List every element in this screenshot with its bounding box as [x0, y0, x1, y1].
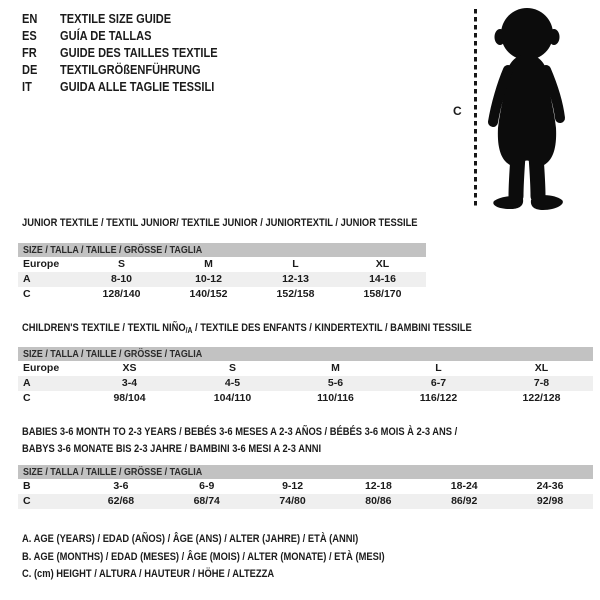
baby-silhouette-graphic: [450, 4, 598, 216]
table-cell: 86/92: [451, 495, 478, 507]
table-row: [18, 287, 426, 302]
legend-line-b: B. AGE (MONTHS) / EDAD (MESES) / ÂGE (MOIS) / ALTER (MONATE) / ETÀ (MESI): [22, 550, 385, 563]
table-body: [18, 479, 593, 509]
table-row: [18, 494, 593, 509]
language-label: GUIDE DES TAILLES TEXTILE: [60, 45, 218, 60]
language-code: DE: [22, 62, 38, 77]
row-label: Europe: [23, 258, 60, 270]
size-table-junior: [18, 243, 426, 302]
table-cell: 80/86: [365, 495, 392, 507]
table-row: [18, 479, 593, 494]
language-row-es: [22, 27, 245, 44]
language-code: FR: [22, 45, 37, 60]
table-cell: M: [331, 362, 340, 374]
table-cell: 98/104: [113, 392, 146, 404]
table-cell: 24-36: [536, 480, 564, 492]
table-cell: XL: [375, 258, 390, 270]
row-label: C: [23, 392, 31, 404]
table-row: [18, 376, 593, 391]
table-cell: 110/116: [317, 392, 354, 404]
baby-silhouette: [493, 8, 563, 210]
table-header-bar: SIZE / TALLA / TAILLE / GRÖSSE / TAGLIA: [18, 243, 426, 257]
language-code: EN: [22, 11, 38, 26]
row-label: C: [23, 288, 31, 300]
table-header-bar: SIZE / TALLA / TAILLE / GRÖSSE / TAGLIA: [18, 347, 593, 361]
section-children-title: CHILDREN'S TEXTILE / TEXTIL NIÑO/A / TEXTILE DES ENFANTS / KINDERTEXTIL / BAMBINI TESSILE: [22, 320, 551, 339]
language-label: GUÍA DE TALLAS: [60, 28, 152, 43]
table-cell: L: [435, 362, 442, 374]
table-cell: 12-13: [282, 273, 309, 285]
table-cell: 92/98: [536, 495, 564, 507]
row-label: C: [23, 495, 31, 507]
size-table-children: [18, 347, 593, 406]
table-row: [18, 257, 426, 272]
table-cell: 116/122: [419, 392, 458, 404]
table-cell: 12-18: [364, 480, 392, 492]
table-header-bar: SIZE / TALLA / TAILLE / GRÖSSE / TAGLIA: [18, 465, 593, 479]
table-cell: 104/110: [213, 392, 252, 404]
height-measure-label: C: [453, 104, 462, 118]
table-cell: 140/152: [189, 288, 228, 300]
language-row-en: [22, 10, 245, 27]
table-cell: 10-12: [195, 273, 222, 285]
row-label: A: [23, 273, 31, 285]
table-cell: 128/140: [102, 288, 141, 300]
table-body: [18, 361, 593, 406]
table-cell: 14-16: [369, 273, 396, 285]
table-cell: 5-6: [327, 377, 344, 389]
table-cell: 7-8: [533, 377, 550, 389]
legend: [22, 531, 449, 584]
language-row-it: [22, 78, 245, 95]
table-cell: L: [292, 258, 299, 270]
table-cell: 18-24: [450, 480, 478, 492]
table-body: [18, 257, 426, 302]
subscript-text: /A: [185, 326, 193, 335]
table-cell: 8-10: [110, 273, 132, 285]
table-cell: 62/68: [107, 495, 135, 507]
table-cell: 6-9: [199, 480, 215, 492]
language-list: [22, 10, 245, 95]
table-cell: 68/74: [193, 495, 220, 507]
table-cell: 3-4: [121, 377, 138, 389]
section-babies-title: [22, 424, 534, 458]
table-cell: M: [204, 258, 213, 270]
table-cell: 9-12: [282, 480, 304, 492]
language-code: ES: [22, 28, 37, 43]
language-label: TEXTILE SIZE GUIDE: [60, 11, 172, 26]
table-row: [18, 272, 426, 287]
table-cell: S: [117, 258, 125, 270]
table-cell: S: [228, 362, 236, 374]
size-figure: [450, 4, 598, 216]
language-code: IT: [22, 79, 32, 94]
language-row-de: [22, 61, 245, 78]
language-label: TEXTILGRÖßENFÜHRUNG: [60, 62, 201, 77]
legend-line-c: C. (cm) HEIGHT / ALTURA / HAUTEUR / HÖHE / ALTEZZA: [22, 568, 275, 580]
section-babies-title-line1: BABIES 3-6 MONTH TO 2-3 YEARS / BEBÉS 3-6 MESES A 2-3 AÑOS / BÉBÉS 3-6 MOIS À 2-3 ANS /: [22, 426, 458, 438]
row-label: B: [23, 480, 31, 492]
table-cell: 74/80: [279, 495, 306, 507]
table-cell: 6-7: [430, 377, 447, 389]
table-cell: 152/158: [276, 288, 315, 300]
section-babies-title-line2: BABYS 3-6 MONATE BIS 2-3 JAHRE / BAMBINI 3-6 MESI A 2-3 ANNI: [22, 443, 322, 455]
row-label: A: [23, 377, 31, 389]
language-label: GUIDA ALLE TAGLIE TESSILI: [60, 79, 215, 94]
legend-line-a: A. AGE (YEARS) / EDAD (AÑOS) / ÂGE (ANS) / ALTER (JAHRE) / ETÀ (ANNI): [22, 533, 359, 545]
table-cell: 158/170: [363, 288, 402, 300]
table-cell: 122/128: [522, 392, 561, 404]
table-row: [18, 391, 593, 406]
table-cell: 4-5: [224, 377, 241, 389]
table-cell: XS: [122, 362, 137, 374]
size-table-babies: [18, 465, 593, 509]
table-cell: XL: [534, 362, 549, 374]
row-label: Europe: [23, 362, 60, 374]
language-row-fr: [22, 44, 245, 61]
table-cell: 3-6: [113, 480, 129, 492]
section-junior-title: JUNIOR TEXTILE / TEXTIL JUNIOR/ TEXTILE JUNIOR / JUNIORTEXTIL / JUNIOR TESSILE: [22, 217, 418, 229]
table-row: [18, 361, 593, 376]
